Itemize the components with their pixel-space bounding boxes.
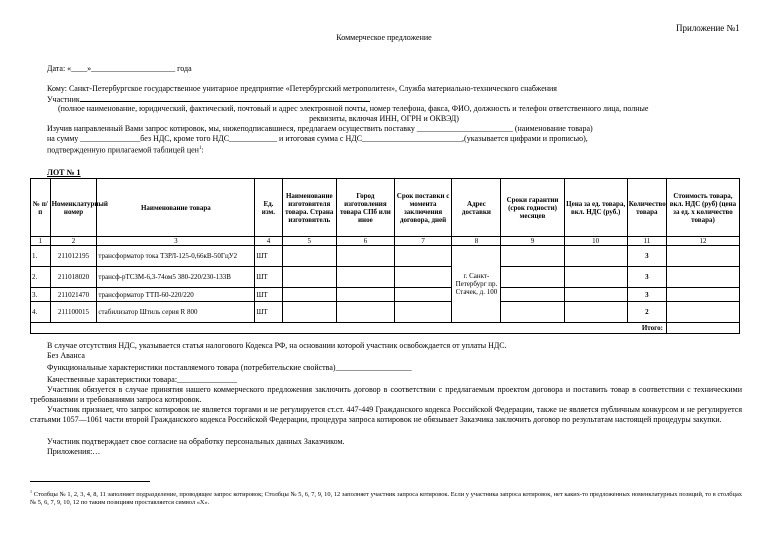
column-number: 5 (282, 237, 336, 246)
table-row (31, 302, 740, 323)
header-cell: № п/п (31, 179, 51, 237)
column-number: 9 (501, 237, 564, 246)
intro-line-2: на сумму _______________без НДС, кроме того НДС____________ и итоговая сумма с НДС_________________________,(указывается цифрами и прописью), (47, 134, 588, 143)
appendix-label: Приложение №1 (676, 23, 740, 33)
delivery-address: г. Санкт-Петербург пр. Стачек, д. 100 (452, 246, 501, 323)
footnote-divider (30, 481, 150, 482)
header-cell: Наименование товара (97, 179, 255, 237)
quality-characteristics: Качественные характеристики товара:_______________ (47, 375, 238, 384)
row-code: 211100015 (50, 302, 97, 323)
row-number: 2. (31, 267, 51, 288)
row-qty: 3 (627, 288, 666, 302)
column-number: 2 (50, 237, 97, 246)
row-qty: 3 (627, 246, 666, 267)
date-line: Дата: «____»_____________________ года (47, 64, 192, 73)
obligation-paragraph: Участник обязуется в случае принятия нашего коммерческого предложения заключить договор в соответствии с предлагаемым проектом договора и поставить товар в соответствии с техническими требованиями и требованиями запроса котировок. (30, 385, 742, 404)
header-cell: Цена за ед. товара, вкл. НДС (руб.) (564, 179, 627, 237)
participant-label-text: Участник (47, 95, 80, 104)
row-number: 1. (31, 246, 51, 267)
footnote-mark: 1 (30, 489, 32, 494)
row-qty: 2 (627, 302, 666, 323)
row-name: трансформатор тока ТЗРЛ-125-0,66кВ-50ГцУ2 (97, 246, 255, 267)
table-row (31, 246, 740, 267)
row-name: стабилизатор Штиль серия R 800 (97, 302, 255, 323)
column-number: 11 (627, 237, 666, 246)
column-number: 10 (564, 237, 627, 246)
column-number: 8 (452, 237, 501, 246)
column-number: 7 (394, 237, 452, 246)
column-number: 12 (666, 237, 739, 246)
row-unit: ШТ (255, 288, 282, 302)
total-label: Итого: (31, 323, 667, 334)
table-row (31, 267, 740, 288)
row-number: 3. (31, 288, 51, 302)
lot-title: ЛОТ № 1 (47, 168, 81, 177)
header-cell: Количество товара (627, 179, 666, 237)
intro-line-3 (47, 144, 204, 156)
to-line: Кому: Санкт-Петербургское государственное унитарное предприятие «Петербургский метрополитен», Служба материально-технического снабжения (47, 84, 557, 93)
participant-hint-2: реквизиты, включая ИНН, ОГРН и ОКВЭД) (309, 114, 459, 123)
price-table (30, 178, 740, 334)
row-number: 4. (31, 302, 51, 323)
row-code: 211012195 (50, 246, 97, 267)
footnote-ref: 1 (198, 146, 202, 151)
row-name: трансформатор ТТП-60-220/220 (97, 288, 255, 302)
header-cell: Наименование изготовителя товара. Страна изготовитель (282, 179, 336, 237)
footnote-text: Столбцы № 1, 2, 3, 4, 8, 11 заполняет подразделение, проводящее запрос котировок; Столбцы № 5, 6, 7, 9, 10, 12 заполняет участник запроса котировок. Если у участника запроса котировок, нет каких-то предложенных номенклатурных позиций, то в столбцах № 5, 6, 7, 9, 10, 12 по таким позициям проставляется символ «Х». (30, 491, 742, 507)
intro-line-1: Изучив направленный Вами запрос котировок, мы, нижеподписавшиеся, предлагаем осуществить поставку ________________________ (наименование товара) (47, 124, 593, 133)
row-unit: ШТ (255, 267, 282, 288)
row-code: 211021470 (50, 288, 97, 302)
intro-line-3-end: : (201, 145, 204, 155)
header-cell: Адрес доставки (452, 179, 501, 237)
no-advance: Без Аванса (47, 351, 85, 360)
column-number: 6 (337, 237, 395, 246)
header-cell: Сроки гарантии (срок годности) месяцев (501, 179, 564, 237)
header-cell: Город изготовления товара СПб или иное (337, 179, 395, 237)
attachments-line: Приложения:… (47, 447, 101, 456)
row-unit: ШТ (255, 246, 282, 267)
row-name: трансф-рТСЗМ-6,3-74ом5 380-220/230-133В (97, 267, 255, 288)
consent-line: Участник подтверждает свое согласие на обработку персональных данных Заказчиком. (47, 437, 345, 446)
participant-hint-1: (полное наименование, юридический, фактический, почтовый и адрес электронной почты, номер телефона, факса, ФИО, должность и телефон ответственного лица, полные (58, 104, 649, 113)
row-unit: ШТ (255, 302, 282, 323)
acknowledge-paragraph: Участник признает, что запрос котировок не является торгами и не регулируется ст.ст. 447-449 Гражданского кодекса Российской Федерации, также не является публичным конкурсом и не регулируется статьями 1057—1061 части второй Гражданского кодекса Российской Федерации, процедура запроса котировок не обязывает Заказчика заключить договор по результатам настоящей процедуры закупки. (30, 405, 742, 424)
row-code: 211018020 (50, 267, 97, 288)
intro-line-3-text: подтвержденную прилагаемой таблицей цен (47, 145, 199, 155)
doc-title: Коммерческое предложение (336, 33, 432, 42)
functional-characteristics: Функциональные характеристики поставляемого товара (потребительские свойства)___________________ (47, 363, 412, 372)
header-cell: Стоимость товара, вкл. НДС (руб) (цена за ед. х количество товара) (666, 179, 739, 237)
header-cell: Ед. изм. (255, 179, 282, 237)
column-number-row (31, 237, 740, 246)
table-header-row (31, 179, 740, 237)
row-qty: 3 (627, 267, 666, 288)
total-value (666, 323, 739, 334)
table-row (31, 288, 740, 302)
header-cell: Срок поставки с момента заключения договора, дней (394, 179, 452, 237)
total-row (31, 323, 740, 334)
header-cell: Номенклатурный номер (50, 179, 97, 237)
column-number: 3 (97, 237, 255, 246)
column-number: 4 (255, 237, 282, 246)
vat-note: В случае отсутствия НДС, указывается статья налогового Кодекса РФ, на основании которой участник освобождается от уплаты НДС. (47, 341, 507, 350)
column-number: 1 (31, 237, 51, 246)
footnote (30, 488, 742, 507)
